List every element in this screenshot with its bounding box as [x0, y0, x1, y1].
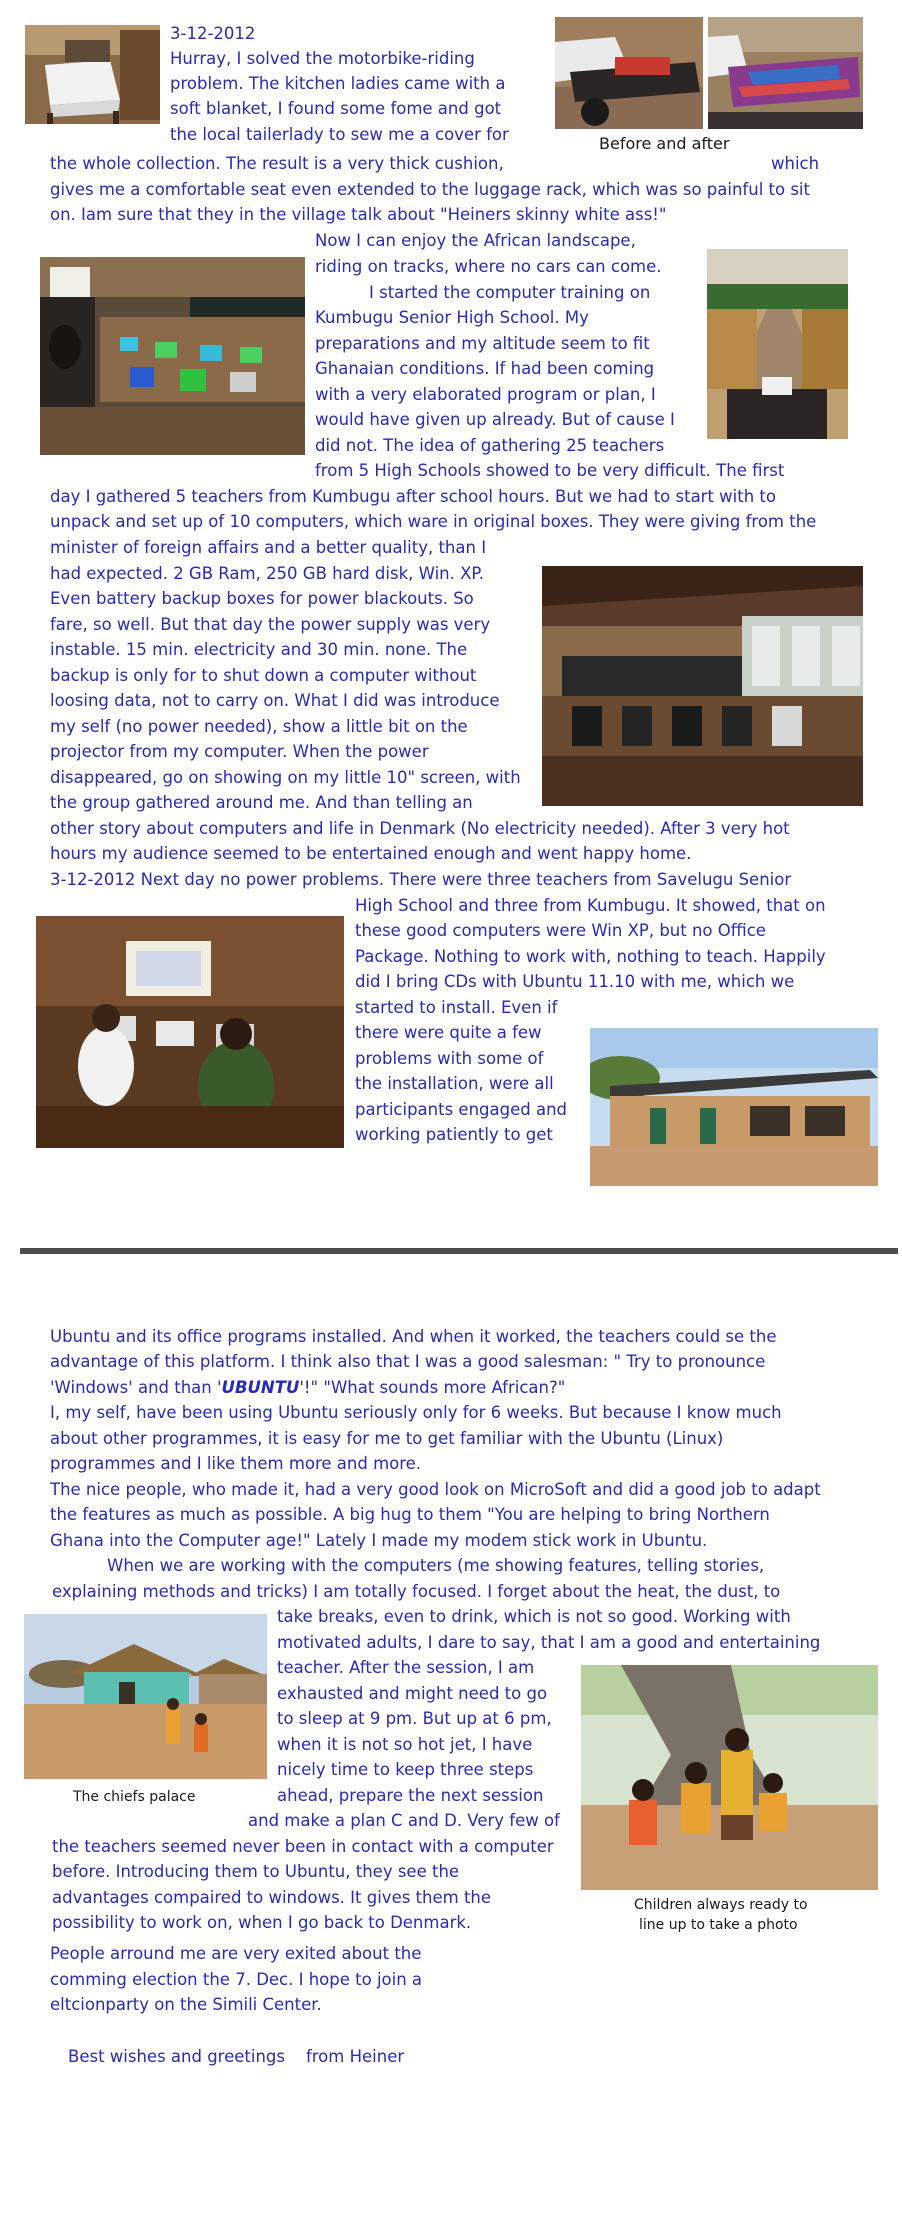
- paragraph-line: would have given up already. But of cause I: [315, 410, 675, 429]
- paragraph-line: Ghanaian conditions. If had been coming: [315, 359, 655, 378]
- paragraph-line: problems with some of: [355, 1049, 544, 1068]
- paragraph-line: advantages compaired to windows. It gives them the: [52, 1888, 492, 1907]
- paragraph-line: had expected. 2 GB Ram, 250 GB hard disk, Win. XP.: [50, 564, 485, 583]
- paragraph-line: The nice people, who made it, had a very good look on MicroSoft and did a good job to adapt: [50, 1480, 821, 1499]
- paragraph-line: the features as much as possible. A big hug to them "You are helping to bring Northern: [50, 1505, 770, 1524]
- before-after-caption: Before and after: [599, 134, 730, 153]
- paragraph-line: to sleep at 9 pm. But up at 6 pm,: [277, 1709, 552, 1728]
- paragraph-line: disappeared, go on showing on my little 10" screen, with: [50, 768, 521, 787]
- paragraph-line: comming election the 7. Dec. I hope to join a: [50, 1970, 423, 1989]
- chiefs-palace-photo: [24, 1614, 267, 1779]
- paragraph-line: with a very elaborated program or plan, I: [315, 385, 656, 404]
- paragraph-line: preparations and my altitude seem to fit: [315, 334, 650, 353]
- page-divider: [20, 1248, 898, 1254]
- paragraph-line: minister of foreign affairs and a better quality, than I: [50, 538, 487, 557]
- dirt-track-motorbike-photo: [707, 249, 848, 439]
- paragraph-line: programmes and I like them more and more.: [50, 1454, 422, 1473]
- paragraph-line: I, my self, have been using Ubuntu seriously only for 6 weeks. But because I know much: [50, 1403, 782, 1422]
- paragraph-line: working patiently to get: [355, 1125, 553, 1144]
- paragraph-line: I started the computer training on: [369, 283, 651, 302]
- paragraph-line: the group gathered around me. And than telling an: [50, 793, 473, 812]
- closing-greeting: Best wishes and greetings from Heiner: [68, 2047, 405, 2066]
- paragraph-line: fare, so well. But that day the power supply was very: [50, 615, 491, 634]
- paragraph-line: nicely time to keep three steps: [277, 1760, 534, 1779]
- paragraph-line: other story about computers and life in Denmark (No electricity needed). After 3 very hot: [50, 819, 790, 838]
- paragraph-line: participants engaged and: [355, 1100, 568, 1119]
- paragraph-fragment: 'Windows' and than ': [50, 1378, 222, 1397]
- paragraph-line: eltcionparty on the Simili Center.: [50, 1995, 322, 2014]
- paragraph-line: 3-12-2012 Next day no power problems. There were three teachers from Savelugu Senior: [50, 870, 792, 889]
- paragraph-line: ahead, prepare the next session: [277, 1786, 544, 1805]
- paragraph-line: there were quite a few: [355, 1023, 542, 1042]
- motorbike-seat-before-photo: [555, 17, 703, 129]
- paragraph-line: from 5 High Schools showed to be very difficult. The first: [315, 461, 785, 480]
- paragraph-line: instable. 15 min. electricity and 30 min. none. The: [50, 640, 468, 659]
- paragraph-line: backup is only for to shut down a computer without: [50, 666, 477, 685]
- paragraph-line: started to install. Even if: [355, 998, 558, 1017]
- paragraph-line: did not. The idea of gathering 25 teachers: [315, 436, 665, 455]
- projector-training-photo: [36, 916, 344, 1148]
- paragraph-line: motivated adults, I dare to say, that I am a good and entertaining: [277, 1633, 821, 1652]
- paragraph-line: unpack and set up of 10 computers, which ware in original boxes. They were giving from the: [50, 512, 817, 531]
- paragraph-line: Even battery backup boxes for power blackouts. So: [50, 589, 474, 608]
- school-building-photo: [590, 1028, 878, 1186]
- paragraph-line: possibility to work on, when I go back to Denmark.: [52, 1913, 472, 1932]
- paragraph-line: soft blanket, I found some fome and got: [170, 99, 502, 118]
- paragraph-line: projector from my computer. When the power: [50, 742, 429, 761]
- paragraph-line: riding on tracks, where no cars can come.: [315, 257, 662, 276]
- paragraph-line: People arround me are very exited about the: [50, 1944, 422, 1963]
- paragraph-line: the teachers seemed never been in contact with a computer: [52, 1837, 554, 1856]
- paragraph-line: day I gathered 5 teachers from Kumbugu after school hours. But we had to start with to: [50, 487, 776, 506]
- paragraph-line: Package. Nothing to work with, nothing to teach. Happily: [355, 947, 826, 966]
- paragraph-line: gives me a comfortable seat even extended to the luggage rack, which was so painful to sit: [50, 180, 810, 199]
- paragraph-fragment: '!" "What sounds more African?": [299, 1378, 566, 1397]
- paragraph-line: advantage of this platform. I think also that I was a good salesman: " Try to pronounce: [50, 1352, 766, 1371]
- paragraph-line: Ghana into the Computer age!" Lately I made my modem stick work in Ubuntu.: [50, 1531, 708, 1550]
- children-tree-photo: [581, 1665, 878, 1890]
- paragraph-line: explaining methods and tricks) I am totally focused. I forget about the heat, the dust, to: [52, 1582, 781, 1601]
- paragraph-line: about other programmes, it is easy for me to get familiar with the Ubuntu (Linux): [50, 1429, 724, 1448]
- paragraph-line: and make a plan C and D. Very few of: [248, 1811, 560, 1830]
- classroom-computers-photo: [542, 566, 863, 806]
- ubuntu-emphasis: UBUNTU: [221, 1378, 300, 1397]
- paragraph-line: Kumbugu Senior High School. My: [315, 308, 589, 327]
- paragraph-line: loosing data, not to carry on. What I did was introduce: [50, 691, 500, 710]
- paragraph-line: did I bring CDs with Ubuntu 11.10 with me, which we: [355, 972, 795, 991]
- computer-lab-photo: [40, 257, 305, 455]
- paragraph-line: Ubuntu and its office programs installed. And when it worked, the teachers could se the: [50, 1327, 777, 1346]
- chair-with-blanket-photo: [25, 25, 160, 124]
- children-caption-line2: line up to take a photo: [639, 1917, 798, 1933]
- paragraph-line: take breaks, even to drink, which is not so good. Working with: [277, 1607, 791, 1626]
- paragraph-line: the local tailerlady to sew me a cover for: [170, 125, 509, 144]
- paragraph-line: High School and three from Kumbugu. It showed, that on: [355, 896, 826, 915]
- paragraph-line: on. Iam sure that they in the village talk about "Heiners skinny white ass!": [50, 205, 667, 224]
- paragraph-line: before. Introducing them to Ubuntu, they see the: [52, 1862, 460, 1881]
- paragraph-line: [50, 1375, 565, 1401]
- children-caption-line1: Children always ready to: [634, 1897, 808, 1913]
- paragraph-line: which: [771, 154, 820, 173]
- paragraph-line: Now I can enjoy the African landscape,: [315, 231, 636, 250]
- paragraph-line: exhausted and might need to go: [277, 1684, 548, 1703]
- paragraph-line: the installation, were all: [355, 1074, 554, 1093]
- paragraph-line: hours my audience seemed to be entertained enough and went happy home.: [50, 844, 692, 863]
- paragraph-line: problem. The kitchen ladies came with a: [170, 74, 506, 93]
- paragraph-line: Hurray, I solved the motorbike-riding: [170, 49, 475, 68]
- paragraph-line: when it is not so hot jet, I have: [277, 1735, 533, 1754]
- paragraph-line: these good computers were Win XP, but no Office: [355, 921, 766, 940]
- paragraph-line: the whole collection. The result is a very thick cushion,: [50, 154, 504, 173]
- palace-caption: The chiefs palace: [73, 1789, 196, 1805]
- paragraph-line: When we are working with the computers (me showing features, telling stories,: [107, 1556, 765, 1575]
- paragraph-line: teacher. After the session, I am: [277, 1658, 535, 1677]
- motorbike-seat-after-photo: [708, 17, 863, 129]
- date-heading: 3-12-2012: [170, 24, 256, 43]
- paragraph-line: my self (no power needed), show a little bit on the: [50, 717, 468, 736]
